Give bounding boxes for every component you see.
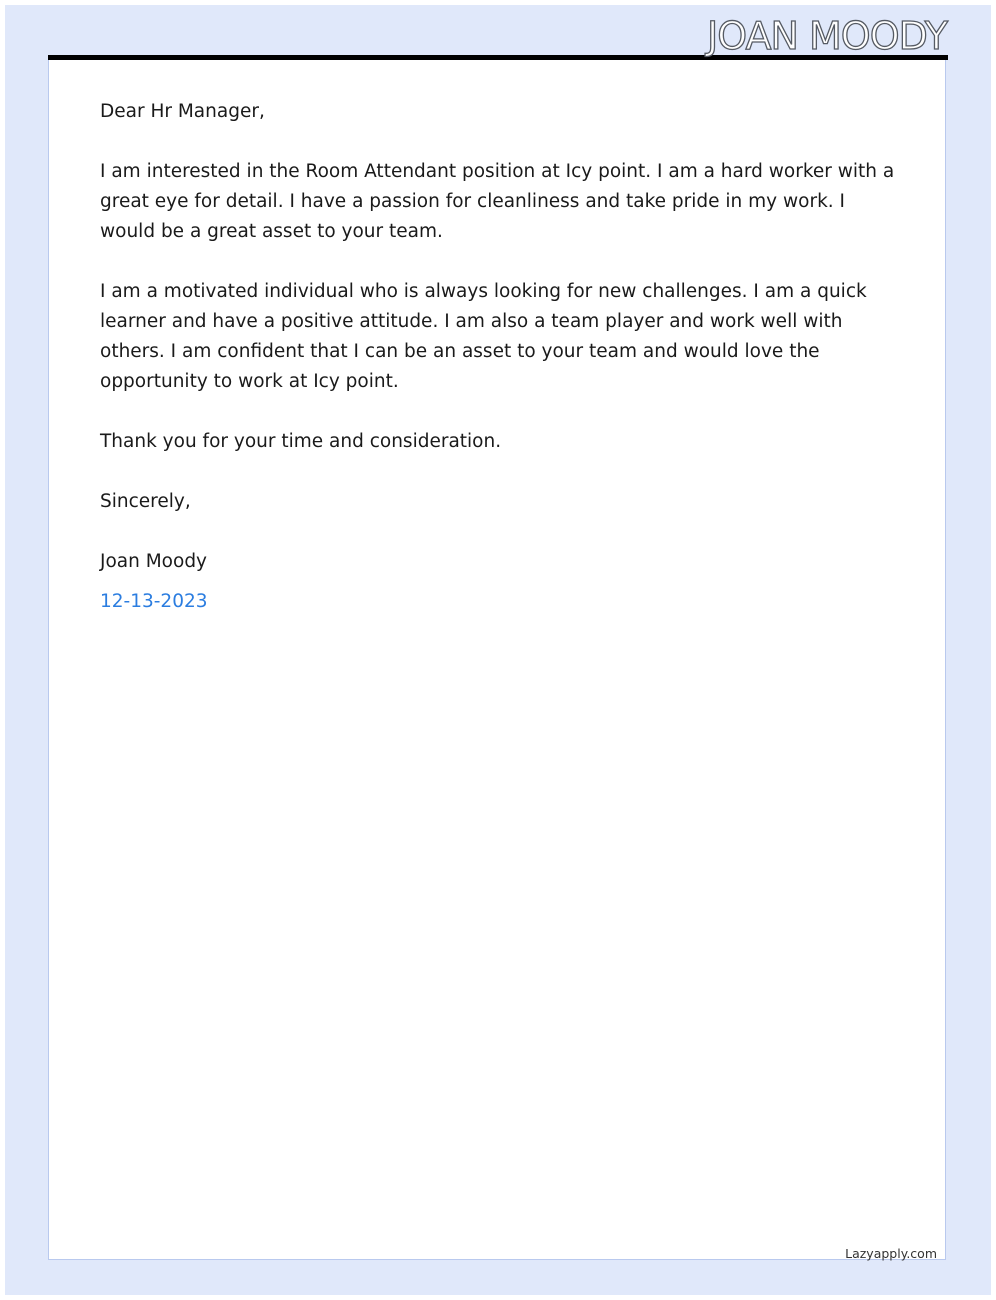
signature-name: Joan Moody xyxy=(100,551,208,572)
body-paragraph: Thank you for your time and consideration. xyxy=(100,431,502,452)
salutation: Dear Hr Manager, xyxy=(100,101,265,122)
applicant-name-header: JOAN MOODY xyxy=(707,14,947,58)
body-paragraph: I am interested in the Room Attendant position at Icy point. I am a hard worker with a great eye for detail. I have a passion for cleanliness and take pride in my work. I would be a great asset to your team. xyxy=(100,161,895,242)
body-paragraph: I am a motivated individual who is always looking for new challenges. I am a quick learner and have a positive attitude. I am also a team player and work well with others. I am confident that I can be an asset to your team and would love the opportunity to work at Icy point. xyxy=(100,281,867,392)
footer-brand: Lazyapply.com xyxy=(845,1246,937,1261)
letter-body xyxy=(100,97,900,617)
letter-date: 12-13-2023 xyxy=(100,591,208,612)
closing: Sincerely, xyxy=(100,491,191,512)
